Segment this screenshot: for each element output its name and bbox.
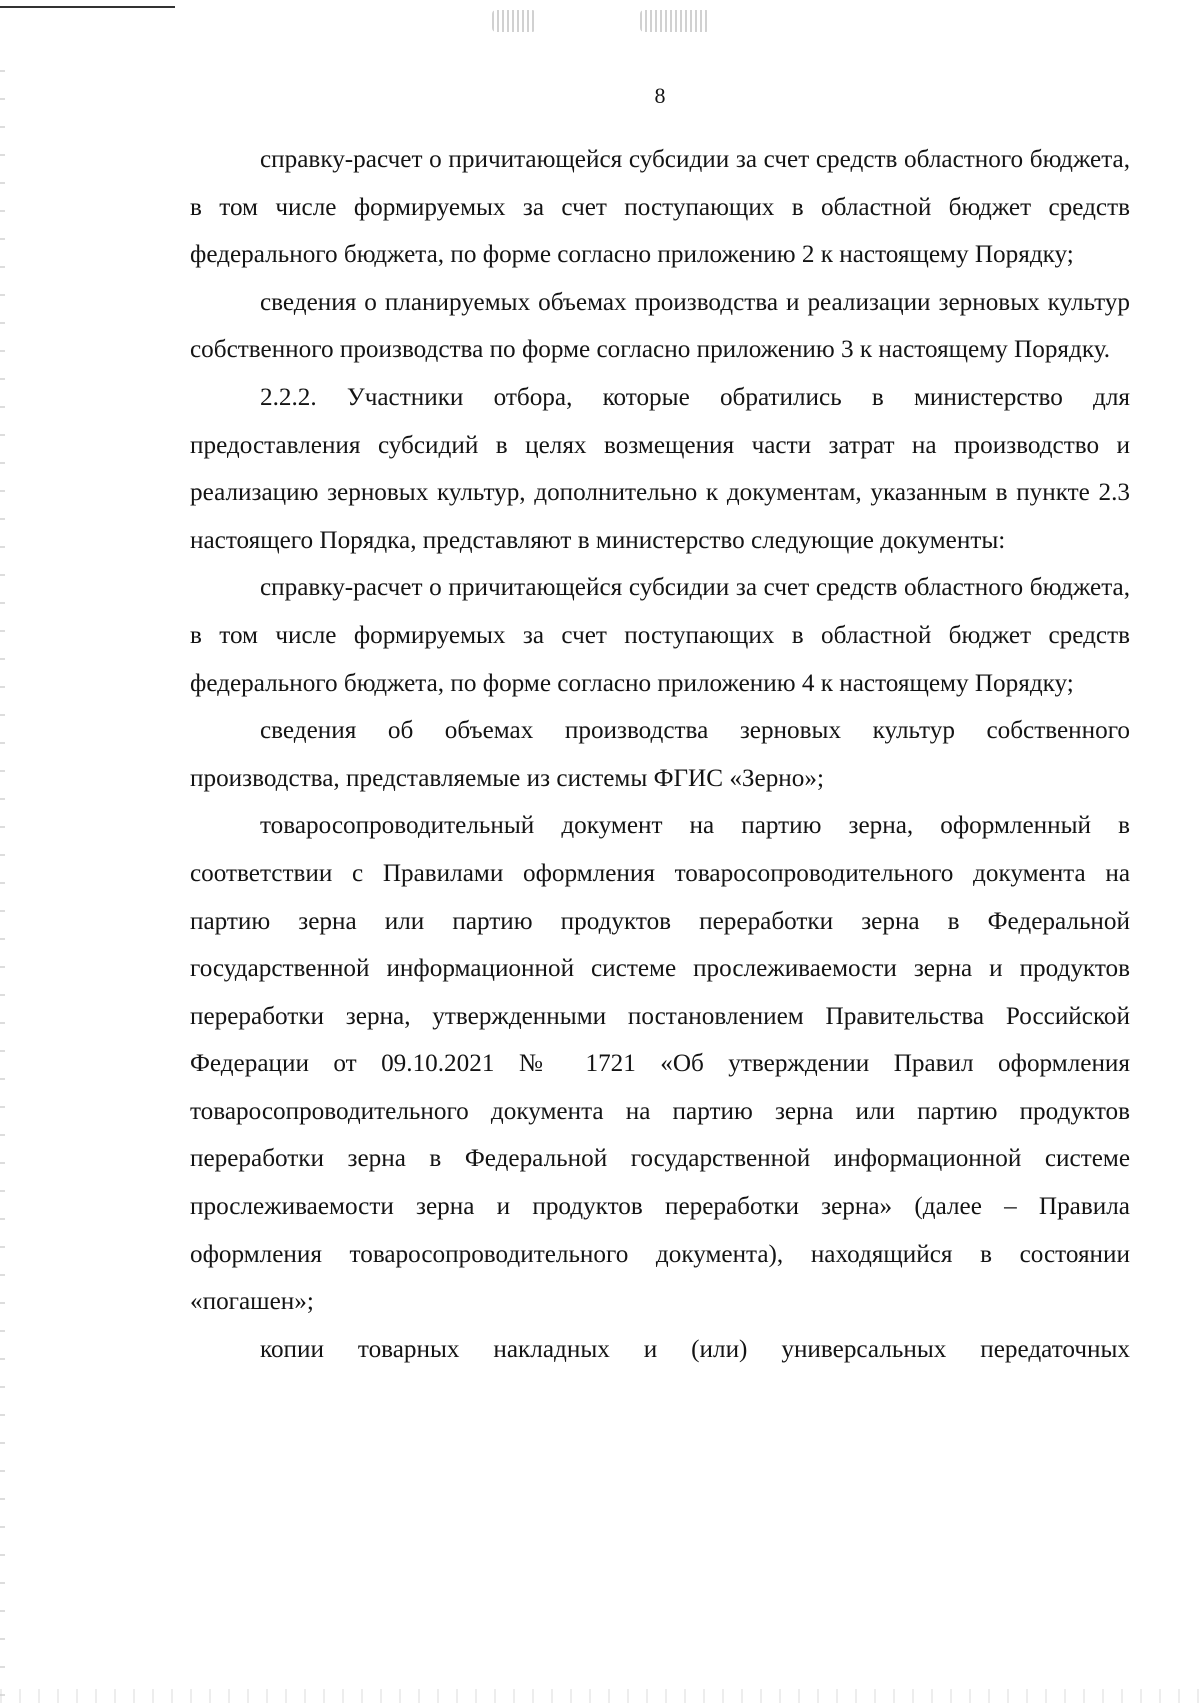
page-number: 8 xyxy=(654,83,666,108)
scan-artifact-noise xyxy=(0,1689,1200,1703)
scan-artifact-edge xyxy=(0,70,5,1700)
document-body xyxy=(190,136,1130,1373)
paragraph: 2.2.2. Участники отбора, которые обратились в министерство для предоставления субсидий в целях возмещения части затрат на производство и реализацию зерновых культур, дополнительно к документам, указанным в пункте 2.3 настоящего Порядка, представляют в министерство следующие документы: xyxy=(190,383,1130,554)
paragraph: сведения об объемах производства зерновых культур собственного производства, представляемые из системы ФГИС «Зерно»; xyxy=(190,717,1130,792)
paragraph: сведения о планируемых объемах производства и реализации зерновых культур собственного производства по форме согласно приложению 3 к настоящему Порядку. xyxy=(190,288,1130,364)
paragraph: копии товарных накладных и (или) универсальных передаточных xyxy=(260,1335,1130,1363)
paragraph: товаросопроводительный документ на партию зерна, оформленный в соответствии с Правилами оформления товаросопроводительного документа на партию зерна или партию продуктов переработки зерна в Федеральной государственной информационной системе прослеживаемости зерна и продуктов переработки зерна, утвержденными постановлением Правительства Российской Федерации от 09.10.2021 № 1721 «Об утверждении Правил оформления товаросопроводительного документа на партию зерна или партию продуктов переработки зерна в Федеральной государственной информационной системе прослеживаемости зерна и продуктов переработки зерна» (далее – Правила оформления товаросопроводительного документа), находящийся в состоянии «погашен»; xyxy=(190,812,1130,1316)
scan-artifact-mark xyxy=(492,10,536,32)
scan-artifact-mark xyxy=(640,10,710,32)
paragraph: справку-расчет о причитающейся субсидии за счет средств областного бюджета, в том числе формируемых за счет поступающих в областной бюджет средств федерального бюджета, по форме согласно приложению 2 к настоящему Порядку; xyxy=(190,146,1130,269)
paragraph: справку-расчет о причитающейся субсидии за счет средств областного бюджета, в том числе формируемых за счет поступающих в областной бюджет средств федерального бюджета, по форме согласно приложению 4 к настоящему Порядку; xyxy=(190,574,1130,697)
scan-artifact-line xyxy=(0,6,175,8)
